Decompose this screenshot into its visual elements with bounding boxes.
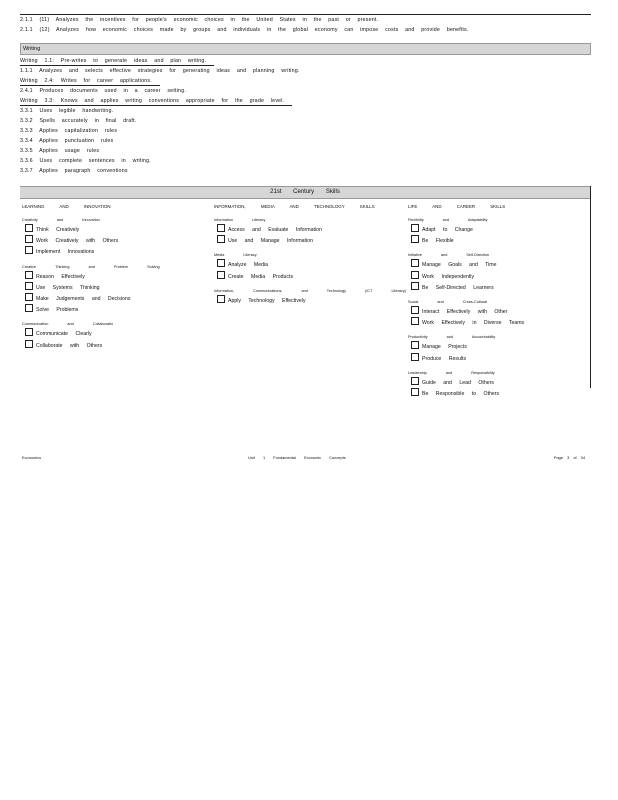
skill-item	[25, 328, 212, 339]
skill-item-label: Work Creatively with Others	[36, 238, 119, 245]
skill-item	[217, 271, 404, 282]
skill-checkbox[interactable]	[25, 328, 33, 336]
skill-item	[411, 259, 588, 270]
writing-line-text: 1.1.1 Analyzes and selects effective strategies for generating ideas and planning writing.	[20, 68, 300, 74]
skill-item	[411, 353, 588, 364]
skill-group-title: Flexibility and Adaptability	[408, 218, 488, 222]
skill-item-label: Solve Problems	[36, 307, 79, 314]
skills-column-information	[214, 203, 407, 306]
skill-item	[25, 246, 212, 257]
skill-item	[411, 388, 588, 399]
skill-item-label: Make Judgements and Decisions	[36, 296, 131, 303]
skill-checkbox[interactable]	[25, 271, 33, 279]
skill-item-label: Communicate Clearly	[36, 331, 92, 338]
skills-columns	[20, 199, 590, 398]
skill-checkbox[interactable]	[25, 293, 33, 301]
writing-line-text: 3.3.2 Spells accurately in final draft.	[20, 118, 137, 124]
skills-column-title: LEARNING AND INNOVATION	[22, 204, 111, 209]
standard-line-1: 2.1.1 (11) Analyzes the incentives for people's economic choices in the United States in the past or present.	[20, 17, 379, 23]
skills-table	[20, 186, 591, 398]
footer-page-number: Page 3 of 34	[553, 455, 585, 460]
skill-item-label: Think Creatively	[36, 227, 80, 233]
writing-standard-item	[20, 156, 591, 166]
skill-item-label: Manage Projects	[422, 344, 467, 351]
writing-lines	[20, 56, 591, 176]
skill-item-label: Reason Effectively	[36, 273, 85, 280]
skill-item	[411, 224, 588, 235]
writing-standard-item	[20, 126, 591, 136]
skill-item-label: Work Independently	[422, 273, 475, 280]
writing-line-text: Writing 3.3: Knows and applies writing conventions appropriate for the grade level.	[20, 97, 292, 106]
skill-checkbox[interactable]	[217, 259, 225, 267]
skill-checkbox[interactable]	[411, 341, 419, 349]
skill-item	[25, 340, 212, 351]
skills-column-title: INFORMATION, MEDIA AND TECHNOLOGY SKILLS	[214, 204, 375, 209]
footer-unit: Unit 1 Fundamental Economic Concepts	[248, 455, 346, 460]
skill-group-title: Information Literacy	[214, 218, 266, 222]
writing-standard-item	[20, 116, 591, 126]
writing-line-text: 3.3.6 Uses complete sentences in writing.	[20, 158, 151, 164]
skill-checkbox[interactable]	[411, 271, 419, 279]
skill-checkbox[interactable]	[217, 224, 225, 232]
skill-item-label: Interact Effectively with Other	[422, 309, 508, 316]
writing-standard-item	[20, 146, 591, 156]
writing-line-text: 3.3.7 Applies paragraph conventions	[20, 168, 128, 174]
skill-item	[217, 259, 404, 270]
footer-course: Economics	[22, 455, 42, 460]
skill-checkbox[interactable]	[25, 246, 33, 254]
skills-column-life-career	[408, 203, 588, 399]
writing-standard-item	[20, 106, 591, 116]
writing-line-text: 3.3.1 Uses legible handwriting.	[20, 108, 114, 114]
skill-item	[217, 224, 404, 235]
skill-checkbox[interactable]	[411, 282, 419, 290]
skill-item	[411, 377, 588, 388]
skill-checkbox[interactable]	[411, 377, 419, 385]
skills-table-title: 21st Century Skills	[20, 186, 590, 199]
skill-checkbox[interactable]	[25, 224, 33, 232]
skill-group-title: Creativity and Innovation	[22, 218, 100, 222]
skill-item	[411, 282, 588, 293]
skill-group-title: Social and Cross-Cultural	[408, 300, 488, 305]
skill-group-title: Information, Communications, and Technology (ICT Literacy)	[214, 288, 407, 293]
skill-item	[411, 271, 588, 282]
skill-group-title: Productivity and Accountability	[408, 335, 496, 340]
skill-item	[217, 235, 404, 246]
skills-column-title: LIFE AND CAREER SKILLS	[408, 204, 506, 209]
skill-item	[25, 293, 212, 304]
skill-group-title: Media Literacy	[214, 253, 257, 258]
skill-item	[411, 235, 588, 246]
skill-checkbox[interactable]	[25, 340, 33, 348]
skill-item-label: Guide and Lead Others	[422, 379, 494, 386]
skill-item-label: Manage Goals and Time	[422, 262, 497, 269]
skill-checkbox[interactable]	[411, 235, 419, 243]
skill-item	[25, 224, 212, 235]
skill-checkbox[interactable]	[25, 304, 33, 312]
skill-item-label: Work Effectively in Diverse Teams	[422, 320, 525, 327]
skill-checkbox[interactable]	[217, 295, 225, 303]
skill-item	[25, 235, 212, 246]
skill-group-title: Initiative and Self-Direction	[408, 253, 490, 258]
skill-checkbox[interactable]	[411, 317, 419, 325]
skill-item-label: Adapt to Change	[422, 227, 473, 233]
writing-standard-heading	[20, 56, 591, 66]
skill-group-title: Leadership and Responsibility	[408, 370, 495, 375]
writing-line-text: 3.3.5 Applies usage rules	[20, 148, 100, 154]
skill-item	[25, 304, 212, 315]
skill-checkbox[interactable]	[411, 353, 419, 361]
skill-item-label: Analyze Media	[228, 262, 269, 269]
writing-standard-heading	[20, 96, 591, 106]
skill-checkbox[interactable]	[217, 271, 225, 279]
skill-checkbox[interactable]	[25, 282, 33, 290]
skill-item-label: Use and Manage Information	[228, 238, 313, 245]
skill-item	[411, 306, 588, 317]
skill-item-label: Access and Evaluate Information	[228, 227, 322, 233]
skill-item	[25, 282, 212, 293]
skill-item-label: Use Systems Thinking	[36, 284, 100, 291]
skill-checkbox[interactable]	[411, 259, 419, 267]
skill-item-label: Apply Technology Effectively	[228, 297, 306, 304]
skill-item	[25, 271, 212, 282]
skill-item	[411, 341, 588, 352]
skill-item-label: Be Flexible	[422, 238, 454, 245]
standard-line-2: 2.1.1 (12) Analyzes how economic choices made by groups and individuals in the global economy can impose costs and provide benefits.	[20, 27, 469, 33]
skill-item-label: Produce Results	[422, 355, 467, 362]
page-footer	[22, 454, 585, 462]
skill-item	[217, 295, 404, 306]
writing-standard-heading	[20, 76, 591, 86]
skill-item-label: Be Self-Directed Learners	[422, 284, 494, 291]
skill-group-title: Creative Thinking and Problem Solving	[22, 264, 160, 269]
skill-checkbox[interactable]	[25, 235, 33, 243]
skill-checkbox[interactable]	[411, 224, 419, 232]
writing-line-text: 3.3.4 Applies punctuation rules	[20, 138, 114, 144]
writing-line-text: 3.3.3 Applies capitalization rules	[20, 128, 118, 134]
writing-standard-item	[20, 166, 591, 176]
skill-checkbox[interactable]	[411, 306, 419, 314]
writing-line-text: 2.4.1 Produces documents used in a career setting.	[20, 88, 187, 94]
skill-item-label: Be Responsible to Others	[422, 391, 500, 398]
writing-standard-item	[20, 136, 591, 146]
skill-item-label: Collaborate with Others	[36, 342, 103, 349]
skill-item-label: Implement Innovations	[36, 249, 95, 256]
writing-standard-item	[20, 86, 591, 96]
writing-line-text: Writing 2.4: Writes for career applications.	[20, 77, 160, 86]
skill-group-title: Communication and Collaboratio	[22, 322, 114, 327]
skill-checkbox[interactable]	[217, 235, 225, 243]
skills-column-learning	[22, 203, 212, 351]
document-page	[20, 14, 591, 398]
writing-line-text: Writing 1.1: Pre-writes to generate ideas and plan writing.	[20, 57, 214, 66]
skill-item-label: Create Media Products	[228, 273, 294, 280]
writing-section-header: Writing	[20, 43, 591, 55]
writing-standard-item	[20, 66, 591, 76]
skill-checkbox[interactable]	[411, 388, 419, 396]
skill-item	[411, 317, 588, 328]
